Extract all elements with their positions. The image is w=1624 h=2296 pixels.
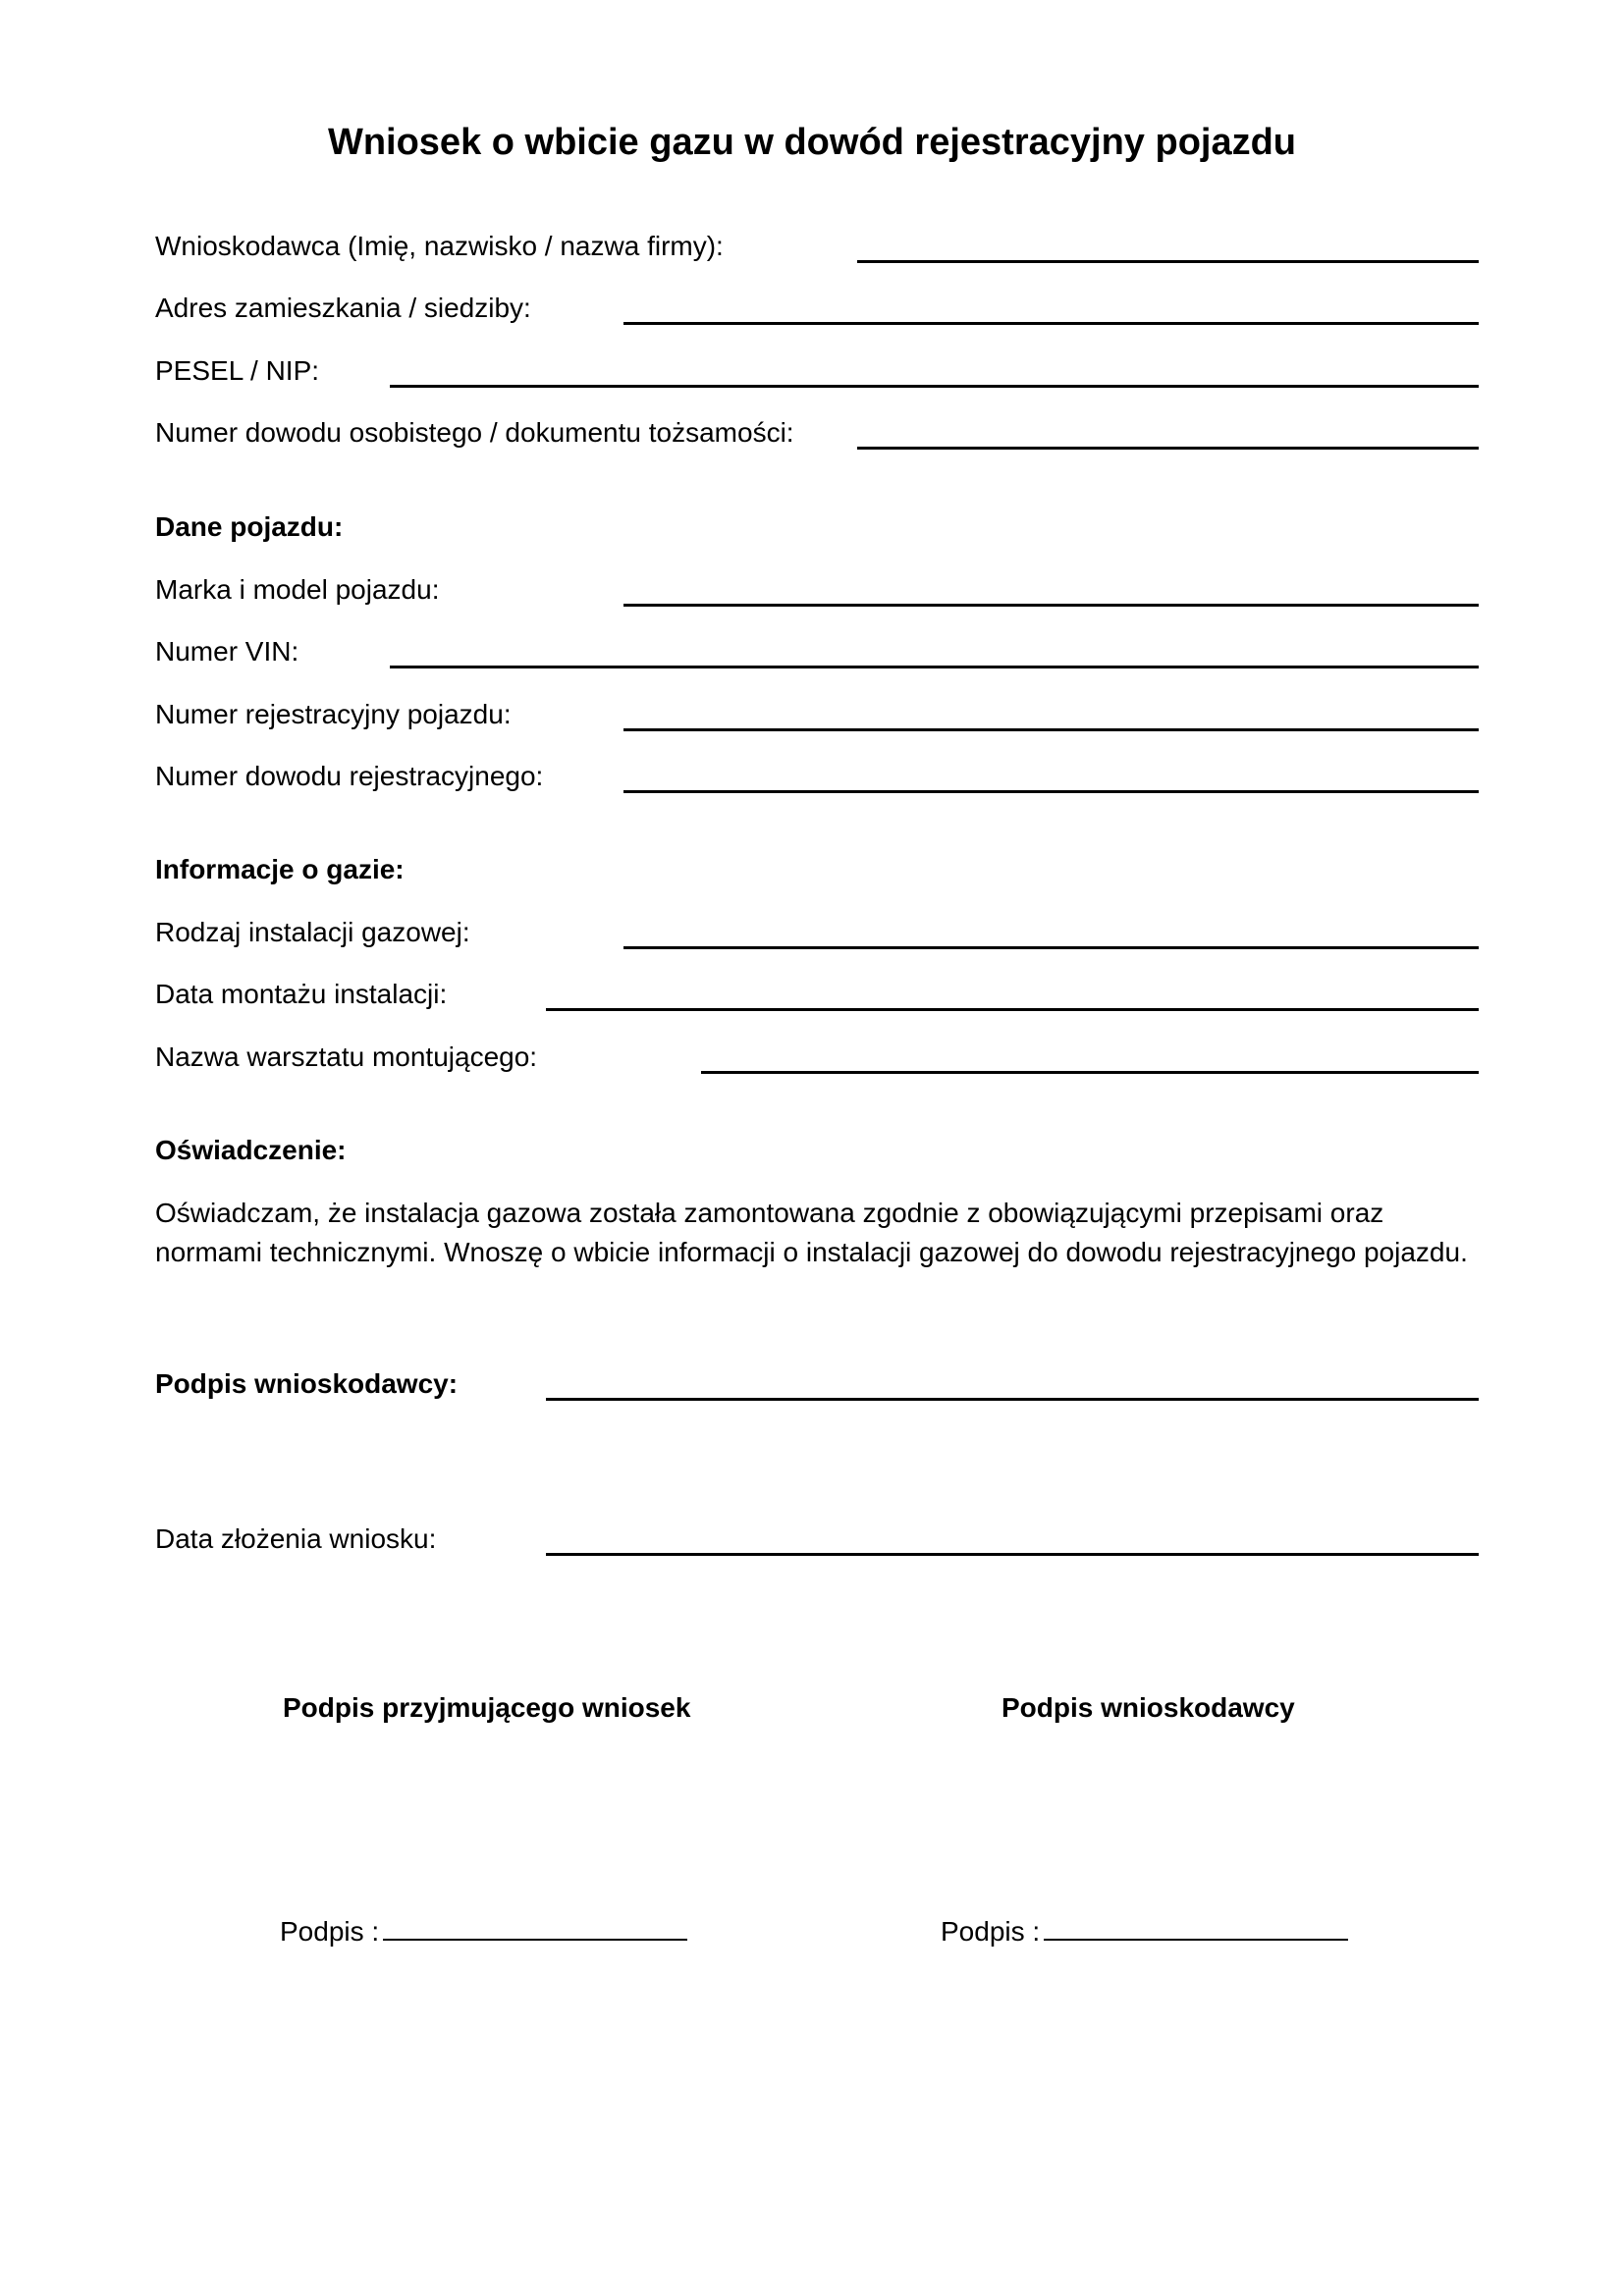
submission-date-label: Data złożenia wniosku: bbox=[155, 1523, 437, 1554]
registration-doc-label: Numer dowodu rejestracyjnego: bbox=[155, 761, 544, 791]
applicant-sign-field[interactable] bbox=[1044, 1911, 1348, 1941]
address-label: Adres zamieszkania / siedziby: bbox=[155, 293, 531, 323]
receiver-sign-row bbox=[280, 1911, 687, 1949]
pesel-nip-field[interactable] bbox=[390, 385, 1479, 388]
make-model-field[interactable] bbox=[623, 604, 1479, 607]
pesel-nip-label: PESEL / NIP: bbox=[155, 355, 320, 386]
applicant-name-label: Wnioskodawca (Imię, nazwisko / nazwa firmy): bbox=[155, 231, 724, 261]
workshop-field[interactable] bbox=[701, 1071, 1479, 1074]
plate-number-label: Numer rejestracyjny pojazdu: bbox=[155, 699, 512, 729]
receiver-signature-title: Podpis przyjmującego wniosek bbox=[283, 1692, 691, 1723]
applicant-name-field[interactable] bbox=[857, 260, 1479, 263]
gas-type-field[interactable] bbox=[623, 946, 1479, 949]
submission-date-field[interactable] bbox=[546, 1553, 1479, 1556]
id-document-field[interactable] bbox=[857, 447, 1479, 450]
install-date-label: Data montażu instalacji: bbox=[155, 979, 448, 1009]
id-document-label: Numer dowodu osobistego / dokumentu tożsamości: bbox=[155, 417, 794, 448]
declaration-heading: Oświadczenie: bbox=[155, 1135, 347, 1165]
declaration-text bbox=[155, 1194, 1530, 1272]
applicant-sign-label: Podpis : bbox=[941, 1916, 1041, 1947]
receiver-sign-field[interactable] bbox=[383, 1911, 687, 1941]
install-date-field[interactable] bbox=[546, 1008, 1479, 1011]
address-field[interactable] bbox=[623, 322, 1479, 325]
vehicle-section-heading: Dane pojazdu: bbox=[155, 511, 344, 542]
plate-number-field[interactable] bbox=[623, 728, 1479, 731]
receiver-sign-label: Podpis : bbox=[280, 1916, 380, 1947]
applicant-signature-field[interactable] bbox=[546, 1398, 1479, 1401]
declaration-line-1: Oświadczam, że instalacja gazowa została zamontowana zgodnie z obowiązującymi przepisami oraz bbox=[155, 1198, 1384, 1228]
gas-type-label: Rodzaj instalacji gazowej: bbox=[155, 917, 470, 947]
gas-section-heading: Informacje o gazie: bbox=[155, 854, 405, 884]
vin-label: Numer VIN: bbox=[155, 636, 299, 667]
registration-doc-field[interactable] bbox=[623, 790, 1479, 793]
page-title: Wniosek o wbicie gazu w dowód rejestracyjny pojazdu bbox=[327, 122, 1297, 163]
declaration-line-2: normami technicznymi. Wnoszę o wbicie informacji o instalacji gazowej do dowodu rejestracyjnego pojazdu. bbox=[155, 1237, 1468, 1267]
make-model-label: Marka i model pojazdu: bbox=[155, 574, 440, 605]
vin-field[interactable] bbox=[390, 666, 1479, 668]
applicant-signature-label: Podpis wnioskodawcy: bbox=[155, 1368, 459, 1399]
applicant-signature-title: Podpis wnioskodawcy bbox=[1001, 1692, 1295, 1723]
workshop-label: Nazwa warsztatu montującego: bbox=[155, 1041, 538, 1072]
applicant-sign-row bbox=[941, 1911, 1348, 1949]
